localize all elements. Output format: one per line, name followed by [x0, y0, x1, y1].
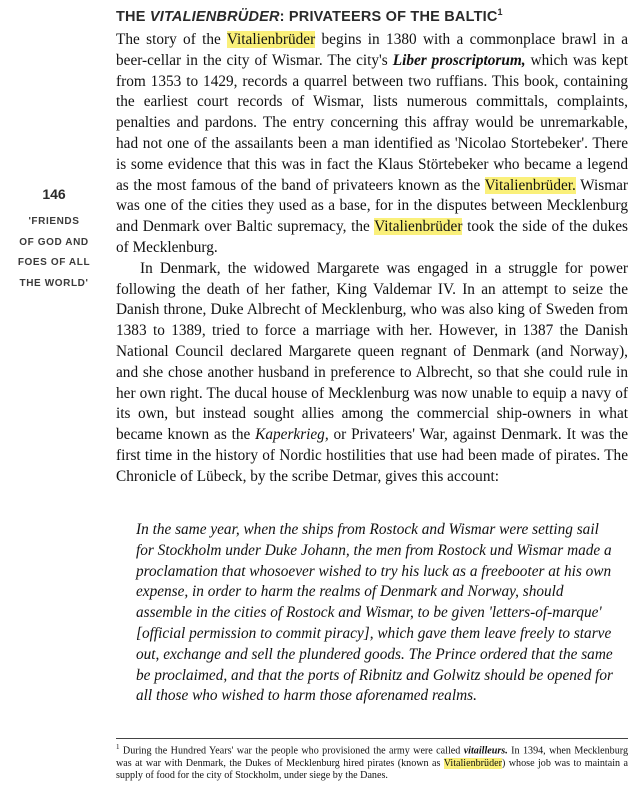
heading-prefix: THE [116, 8, 150, 25]
book-title: Liber proscriptorum, [392, 51, 526, 69]
page-number: 146 [42, 186, 66, 202]
highlighted-term: Vitalienbrüder [374, 218, 463, 236]
highlighted-term: Vitalienbrüder [226, 31, 316, 48]
text-run: which was kept from 1353 to 1429, records a quarrel between two ruffians. This book, containing the earliest court records of Wismar, lists numerous committals, complaints, penalties and pardons. The entry concerning this affray would be unremarkable, had not one of the assailants been a man identified as 'Nicolao Stortebeker'. There is some evidence that this was in fact the Klaus Störtebeker who became a legend as the most famous of the band of privateers known as the [116, 51, 628, 194]
footnote [116, 741, 628, 783]
heading-note-marker: 1 [497, 7, 503, 17]
text-run: During the Hundred Years' war the people who provisioned the army were called [119, 745, 464, 757]
running-head-line: THE WORLD' [19, 277, 89, 289]
running-head-line: FOES OF ALL [17, 257, 91, 268]
block-quote: In the same year, when the ships from Rostock and Wismar were setting sail for Stockholm under Duke Johann, the men from Rostock und Wismar made a proclamation that whosoever wished to try his luck as a freebooter at his own expense, in order to harm the realms of Denmark and Norway, should assemble in the cities of Rostock and Wismar, to be given 'letters-of-marque' [official permission to commit piracy], which gave them leave freely to starve out, exchange and sell the plundered goods. The Prince ordered that the same be proclaimed, and that the ports of Ribnitz and Golwitz should be opened for all those who wished to harm those aforenamed realms. [136, 521, 614, 705]
footnote-divider [116, 738, 628, 739]
emphasized-term: vitailleurs. [463, 745, 508, 757]
text-run: The story of the [116, 31, 227, 48]
text-run: In Denmark, the widowed Margarete was engaged in a struggle for power following the death of her father, King Valdemar IV. In an attempt to seize the Danish throne, Duke Albrecht of Mecklenburg, who was also king of Sweden from 1383 to 1389, tried to force a marriage with her. However, in 1387 the Danish National Council declared Margarete queen regnant of Denmark (and Norway), and she chose another husband in preference to Albrecht, so that she could rule in her own right. The ducal house of Mecklenburg was now unable to equip a navy of its own, but instead sought allies among the commercial ship-owners in what became known as the [116, 259, 628, 444]
highlighted-term: Vitalienbrüder. [484, 176, 576, 194]
paragraph-2 [116, 259, 628, 488]
chapter-heading [116, 7, 628, 25]
text-run: took the side of the dukes of Mecklenburg. [116, 218, 628, 256]
body-text [116, 30, 628, 488]
heading-suffix: : PRIVATEERS OF THE BALTIC [279, 8, 498, 25]
emphasized-term: Kaperkrieg, [255, 426, 329, 444]
footnote-marker: 1 [116, 743, 120, 751]
text-run: In 1394, when Mecklenburg was at war with Denmark, the Dukes of Mecklenburg hired pirates (known as [116, 745, 629, 769]
text-run: ) whose job was to maintain a supply of food for the city of Stockholm, under siege by the Danes. [116, 757, 628, 782]
text-run: Wismar was one of the cities they used as a base, for in the disputes between Mecklenburg and Denmark over Baltic supremacy, the [116, 176, 628, 236]
paragraph-1 [116, 30, 628, 259]
running-head [2, 212, 106, 294]
heading-term: VITALIENBRÜDER [149, 8, 280, 25]
text-run: or Privateers' War, against Denmark. It was the first time in the history of Nordic hostilities that use had been made of pirates. The Chronicle of Lübeck, by the scribe Detmar, gives this account: [116, 426, 628, 485]
running-head-line: 'FRIENDS [28, 216, 80, 227]
running-head-line: OF GOD AND [19, 236, 89, 248]
highlighted-term: Vitalienbrüder [443, 757, 502, 769]
text-run: begins in 1380 with a commonplace brawl in a beer-cellar in the city of Wismar. The city's [116, 31, 628, 69]
